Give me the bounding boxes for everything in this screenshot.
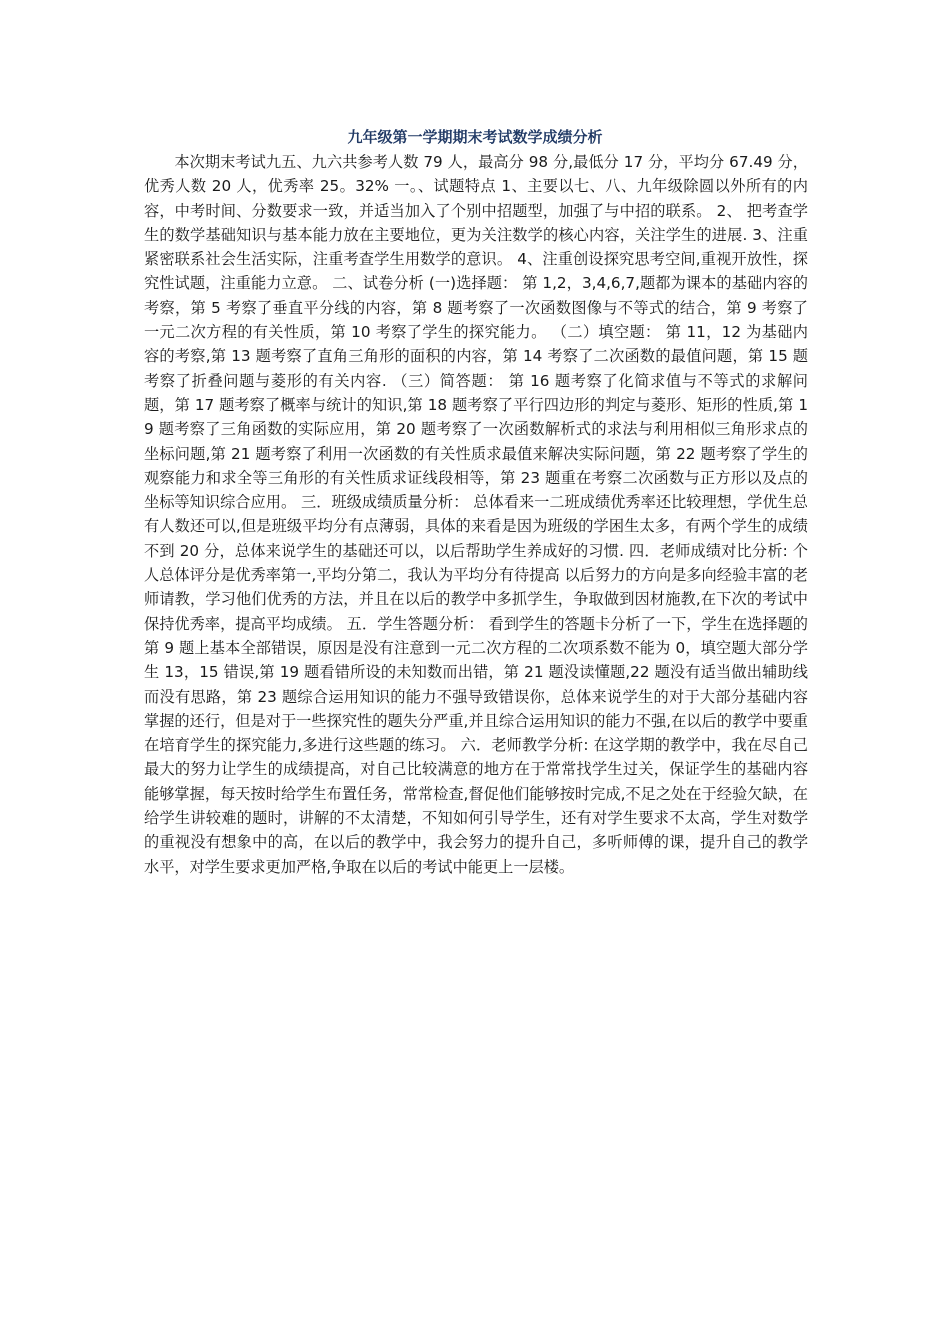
document-title: 九年级第一学期期末考试数学成绩分析: [347, 128, 603, 146]
document-body-paragraph: 本次期末考试九五、九六共参考人数 79 人，最高分 98 分,最低分 17 分，平均分 67.49 分，优秀人数 20 人，优秀率 25。32% 一。、试题特点 1、主要以七、八、九年级除圆以外所有的内容，中考时间、分数要求一致，并适当加入了个别中招题型，加强了与中招的联系。 2、 把考查学生的数学基础知识与基本能力放在主要地位，更为关注数学的核心内容，关注学生的进展. 3、注重紧密联系社会生活实际，注重考查学生用数学的意识。 4、注重创设探究思考空间,重视开放性，探究性试题，注重能力立意。 二、试卷分析 (一)选择题： 第 1,2，3,4,6,7,题都为课本的基础内容的考察，第 5 考察了垂直平分线的内容，第 8 题考察了一次函数图像与不等式的结合，第 9 考察了一元二次方程的有关性质，第 10 考察了学生的探究能力。 （二）填空题： 第 11，12 为基础内容的考察,第 13 题考察了直角三角形的面积的内容，第 14 考察了二次函数的最值问题，第 15 题考察了折叠问题与菱形的有关内容. （三）简答题： 第 16 题考察了化简求值与不等式的求解问题，第 17 题考察了概率与统计的知识,第 18 题考察了平行四边形的判定与菱形、矩形的性质,第 19 题考察了三角函数的实际应用，第 20 题考察了一次函数解析式的求法与利用相似三角形求点的坐标问题,第 21 题考察了利用一次函数的有关性质求最值来解决实际问题，第 22 题考察了学生的观察能力和求全等三角形的有关性质求证线段相等，第 23 题重在考察二次函数与正方形以及点的坐标等知识综合应用。 三．班级成绩质量分析： 总体看来一二班成绩优秀率还比较理想，学优生总有人数还可以,但是班级平均分有点薄弱，具体的来看是因为班级的学困生太多，有两个学生的成绩不到 20 分，总体来说学生的基础还可以，以后帮助学生养成好的习惯. 四．老师成绩对比分析: 个人总体评分是优秀率第一,平均分第二，我认为平均分有待提高 以后努力的方向是多向经验丰富的老师请教，学习他们优秀的方法，并且在以后的教学中多抓学生，争取做到因材施教,在下次的考试中保持优秀率，提高平均成绩。 五．学生答题分析： 看到学生的答题卡分析了一下，学生在选择题的第 9 题上基本全部错误，原因是没有注意到一元二次方程的二次项系数不能为 0，填空题大部分学生 13，15 错误,第 19 题看错所设的未知数而出错，第 21 题没读懂题,22 题没有适当做出辅助线而没有思路，第 23 题综合运用知识的能力不强导致错误你，总体来说学生的对于大部分基础内容掌握的还行，但是对于一些探究性的题失分严重,并且综合运用知识的能力不强,在以后的教学中要重在培育学生的探究能力,多进行这些题的练习。 六．老师教学分析: 在这学期的教学中，我在尽自己最大的努力让学生的成绩提高，对自己比较满意的地方在于常常找学生过关，保证学生的基础内容能够掌握，每天按时给学生布置任务，常常检查,督促他们能够按时完成,不足之处在于经验欠缺，在给学生讲较难的题时，讲解的不太清楚，不知如何引导学生，还有对学生要求不太高，学生对数学的重视没有想象中的高，在以后的教学中，我会努力的提升自己，多听师傅的课，提升自己的教学水平，对学生要求更加严格,争取在以后的考试中能更上一层楼。: [144, 153, 808, 876]
